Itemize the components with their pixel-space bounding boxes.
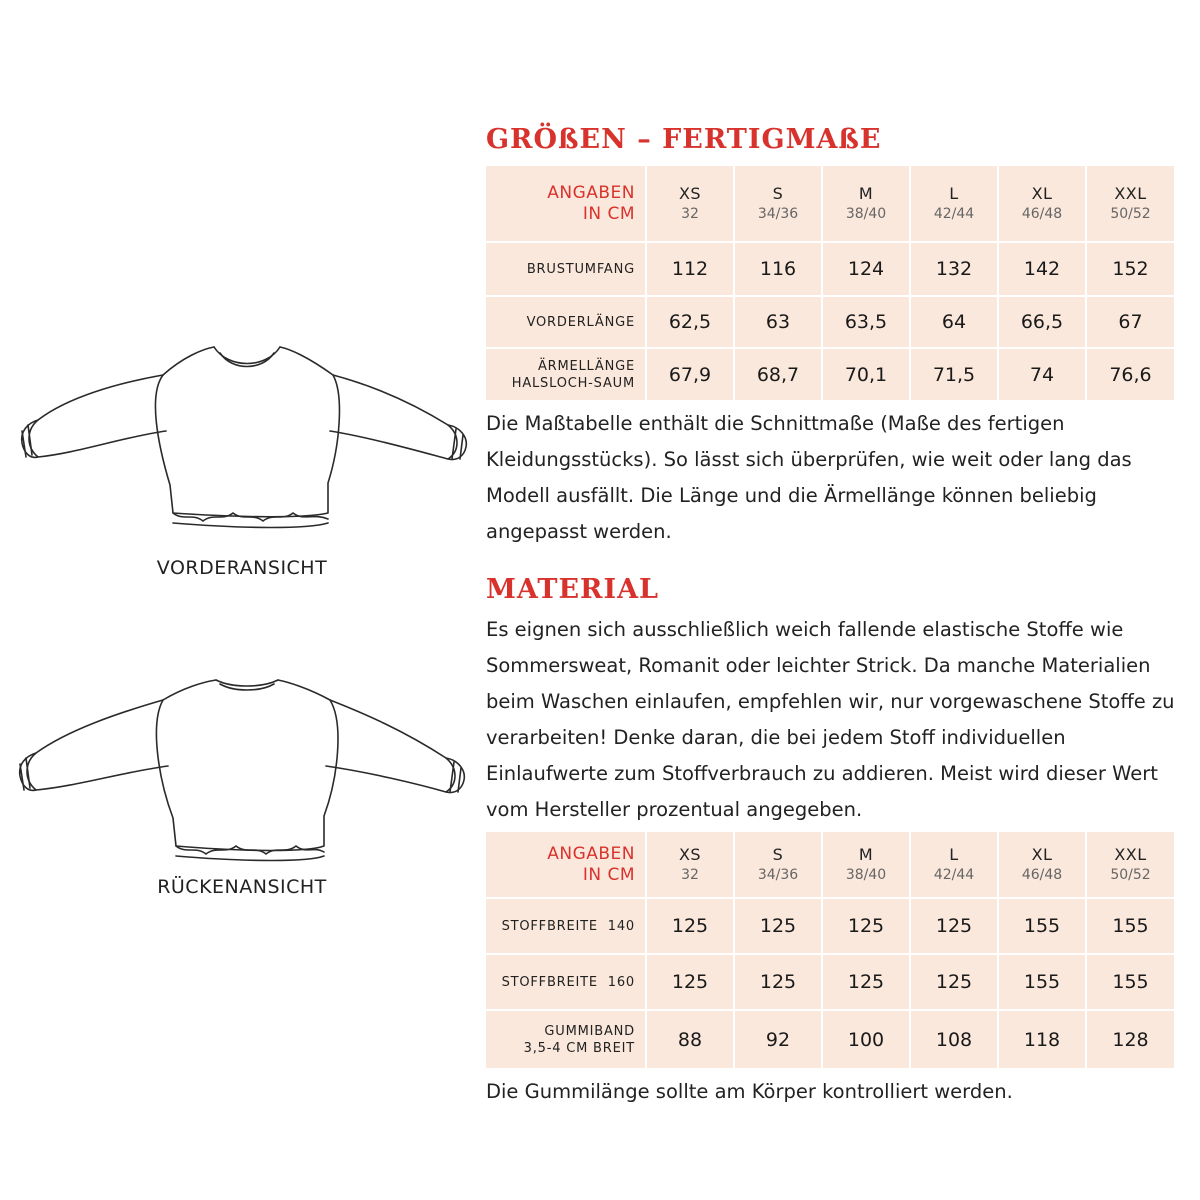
table-cell: 66,5 [998,296,1086,348]
row-label-line-1: STOFFBREITE 140 [501,918,635,934]
table-cell: 152 [1086,242,1174,296]
row-label-line-1: VORDERLÄNGE [526,314,635,330]
size-number: 34/36 [757,866,799,883]
table-cell: 76,6 [1109,363,1152,386]
size-number: 38/40 [845,866,887,883]
row-label [486,296,646,348]
size-label: M [858,844,874,864]
size-label: XL [1031,183,1053,203]
table-cell: 108 [910,1010,998,1068]
size-number: 50/52 [1110,866,1151,883]
table-cell: 132 [910,242,998,296]
table-cell: 112 [646,242,734,296]
row-label [486,348,646,400]
row-label-line-1: STOFFBREITE 160 [501,974,635,990]
finished-measurements-table [486,166,1174,400]
table-cell: 68,7 [734,348,822,400]
table-cell: 74 [998,348,1086,400]
illustrations-column [0,0,470,1200]
size-column-m [822,166,910,242]
size-number: 42/44 [933,866,975,883]
table-cell: 88 [646,1010,734,1068]
table-cell: 71,5 [910,348,998,400]
table-cell: 128 [1112,1028,1149,1051]
size-column-l [910,166,998,242]
elastic-footnote: Die Gummilänge sollte am Körper kontrolliert werden. [486,1080,1013,1103]
corner-line-1: ANGABEN [547,182,635,203]
table-cell: 125 [822,954,910,1010]
size-column-s [734,832,822,898]
table-row [486,1010,1174,1068]
table-cell: 92 [734,1010,822,1068]
table-cell: 125 [734,954,822,1010]
table-cell: 63 [734,296,822,348]
size-label: M [858,183,874,203]
row-label-line-2: HALSLOCH-SAUM [511,375,635,391]
sizes-description: Die Maßtabelle enthält die Schnittmaße (Maße des fertigen Kleidungsstücks). So lässt sich überprüfen, wie weit oder lang das Modell ausfällt. Die Länge und die Ärmellänge können beliebig angepasst werden. [486,412,1132,543]
back-view-figure [8,668,468,863]
size-label: S [772,844,784,864]
table-cell: 125 [822,898,910,954]
row-label [486,954,646,1010]
material-heading: MATERIAL [486,574,660,605]
size-label: XS [678,183,702,203]
table-cell: 155 [1086,954,1174,1010]
size-number: 42/44 [933,205,975,222]
corner-line-2: IN CM [582,864,635,885]
size-number: 34/36 [757,205,799,222]
size-number: 46/48 [1021,205,1063,222]
table-cell: 125 [910,954,998,1010]
table-cell: 124 [822,242,910,296]
sweater-back-drawing [8,668,468,863]
size-label: XL [1031,844,1053,864]
size-number: 32 [681,205,699,222]
corner-line-2: IN CM [582,203,635,224]
size-label: XS [678,844,702,864]
front-view-label: VORDERANSICHT [156,557,328,579]
row-label [486,1010,646,1068]
size-number: 38/40 [845,205,887,222]
table-cell: 116 [734,242,822,296]
size-column-xs [646,832,734,898]
row-label [486,898,646,954]
table-corner-label [486,832,646,898]
size-column-s [734,166,822,242]
table-cell: 67 [1086,296,1174,348]
table-header-row [486,832,1174,898]
size-column-m [822,832,910,898]
table-row [486,242,1174,296]
table-cell: 125 [646,954,734,1010]
row-label-line-2: 3,5-4 CM BREIT [523,1040,635,1056]
row-label-line-1: GUMMIBAND [544,1023,635,1039]
row-label-line-1: ÄRMELLÄNGE [537,358,635,374]
size-column-xxl [1086,166,1174,242]
size-label: L [949,844,959,864]
table-cell: 67,9 [646,348,734,400]
size-column-xxl [1086,832,1174,898]
size-column-xl [998,166,1086,242]
table-row [486,348,1174,400]
table-cell: 62,5 [646,296,734,348]
sweater-front-drawing [8,335,468,530]
table-header-row [486,166,1174,242]
fabric-consumption-table [486,832,1174,1068]
size-number: 32 [681,866,699,883]
front-view-figure [8,335,468,530]
table-cell: 155 [1086,898,1174,954]
size-column-xl [998,832,1086,898]
table-cell: 125 [734,898,822,954]
row-label-line-1: BRUSTUMFANG [526,261,635,277]
table-cell: 155 [998,898,1086,954]
table-cell: 70,1 [822,348,910,400]
sizes-heading: GRÖßEN – FERTIGMAßE [486,124,882,155]
size-label: XXL [1114,844,1147,864]
size-number: 50/52 [1110,205,1151,222]
table-cell: 142 [998,242,1086,296]
size-column-xs [646,166,734,242]
table-cell: 100 [822,1010,910,1068]
table-row [486,954,1174,1010]
back-view-label: RÜCKENANSICHT [157,876,327,898]
table-corner-label [486,166,646,242]
corner-line-1: ANGABEN [547,843,635,864]
table-cell: 155 [998,954,1086,1010]
material-description: Es eignen sich ausschließlich weich fallende elastische Stoffe wie Sommersweat, Romanit oder leichter Strick. Da manche Materialien beim Waschen einlaufen, empfehlen wir, nur vorgewaschene Stoffe zu verarbeiten! Denke daran, die bei jedem Stoff individuellen Einlaufwerte zum Stoffverbrauch zu addieren. Meist wird dieser Wert vom Hersteller prozentual angegeben. [486,618,1175,821]
row-label [486,242,646,296]
table-row [486,296,1174,348]
table-cell: 125 [646,898,734,954]
size-number: 46/48 [1021,866,1063,883]
table-row [486,898,1174,954]
size-label: S [772,183,784,203]
table-cell: 125 [910,898,998,954]
size-label: L [949,183,959,203]
size-column-l [910,832,998,898]
table-cell: 118 [998,1010,1086,1068]
table-cell: 64 [910,296,998,348]
size-label: XXL [1114,183,1147,203]
table-cell: 63,5 [822,296,910,348]
